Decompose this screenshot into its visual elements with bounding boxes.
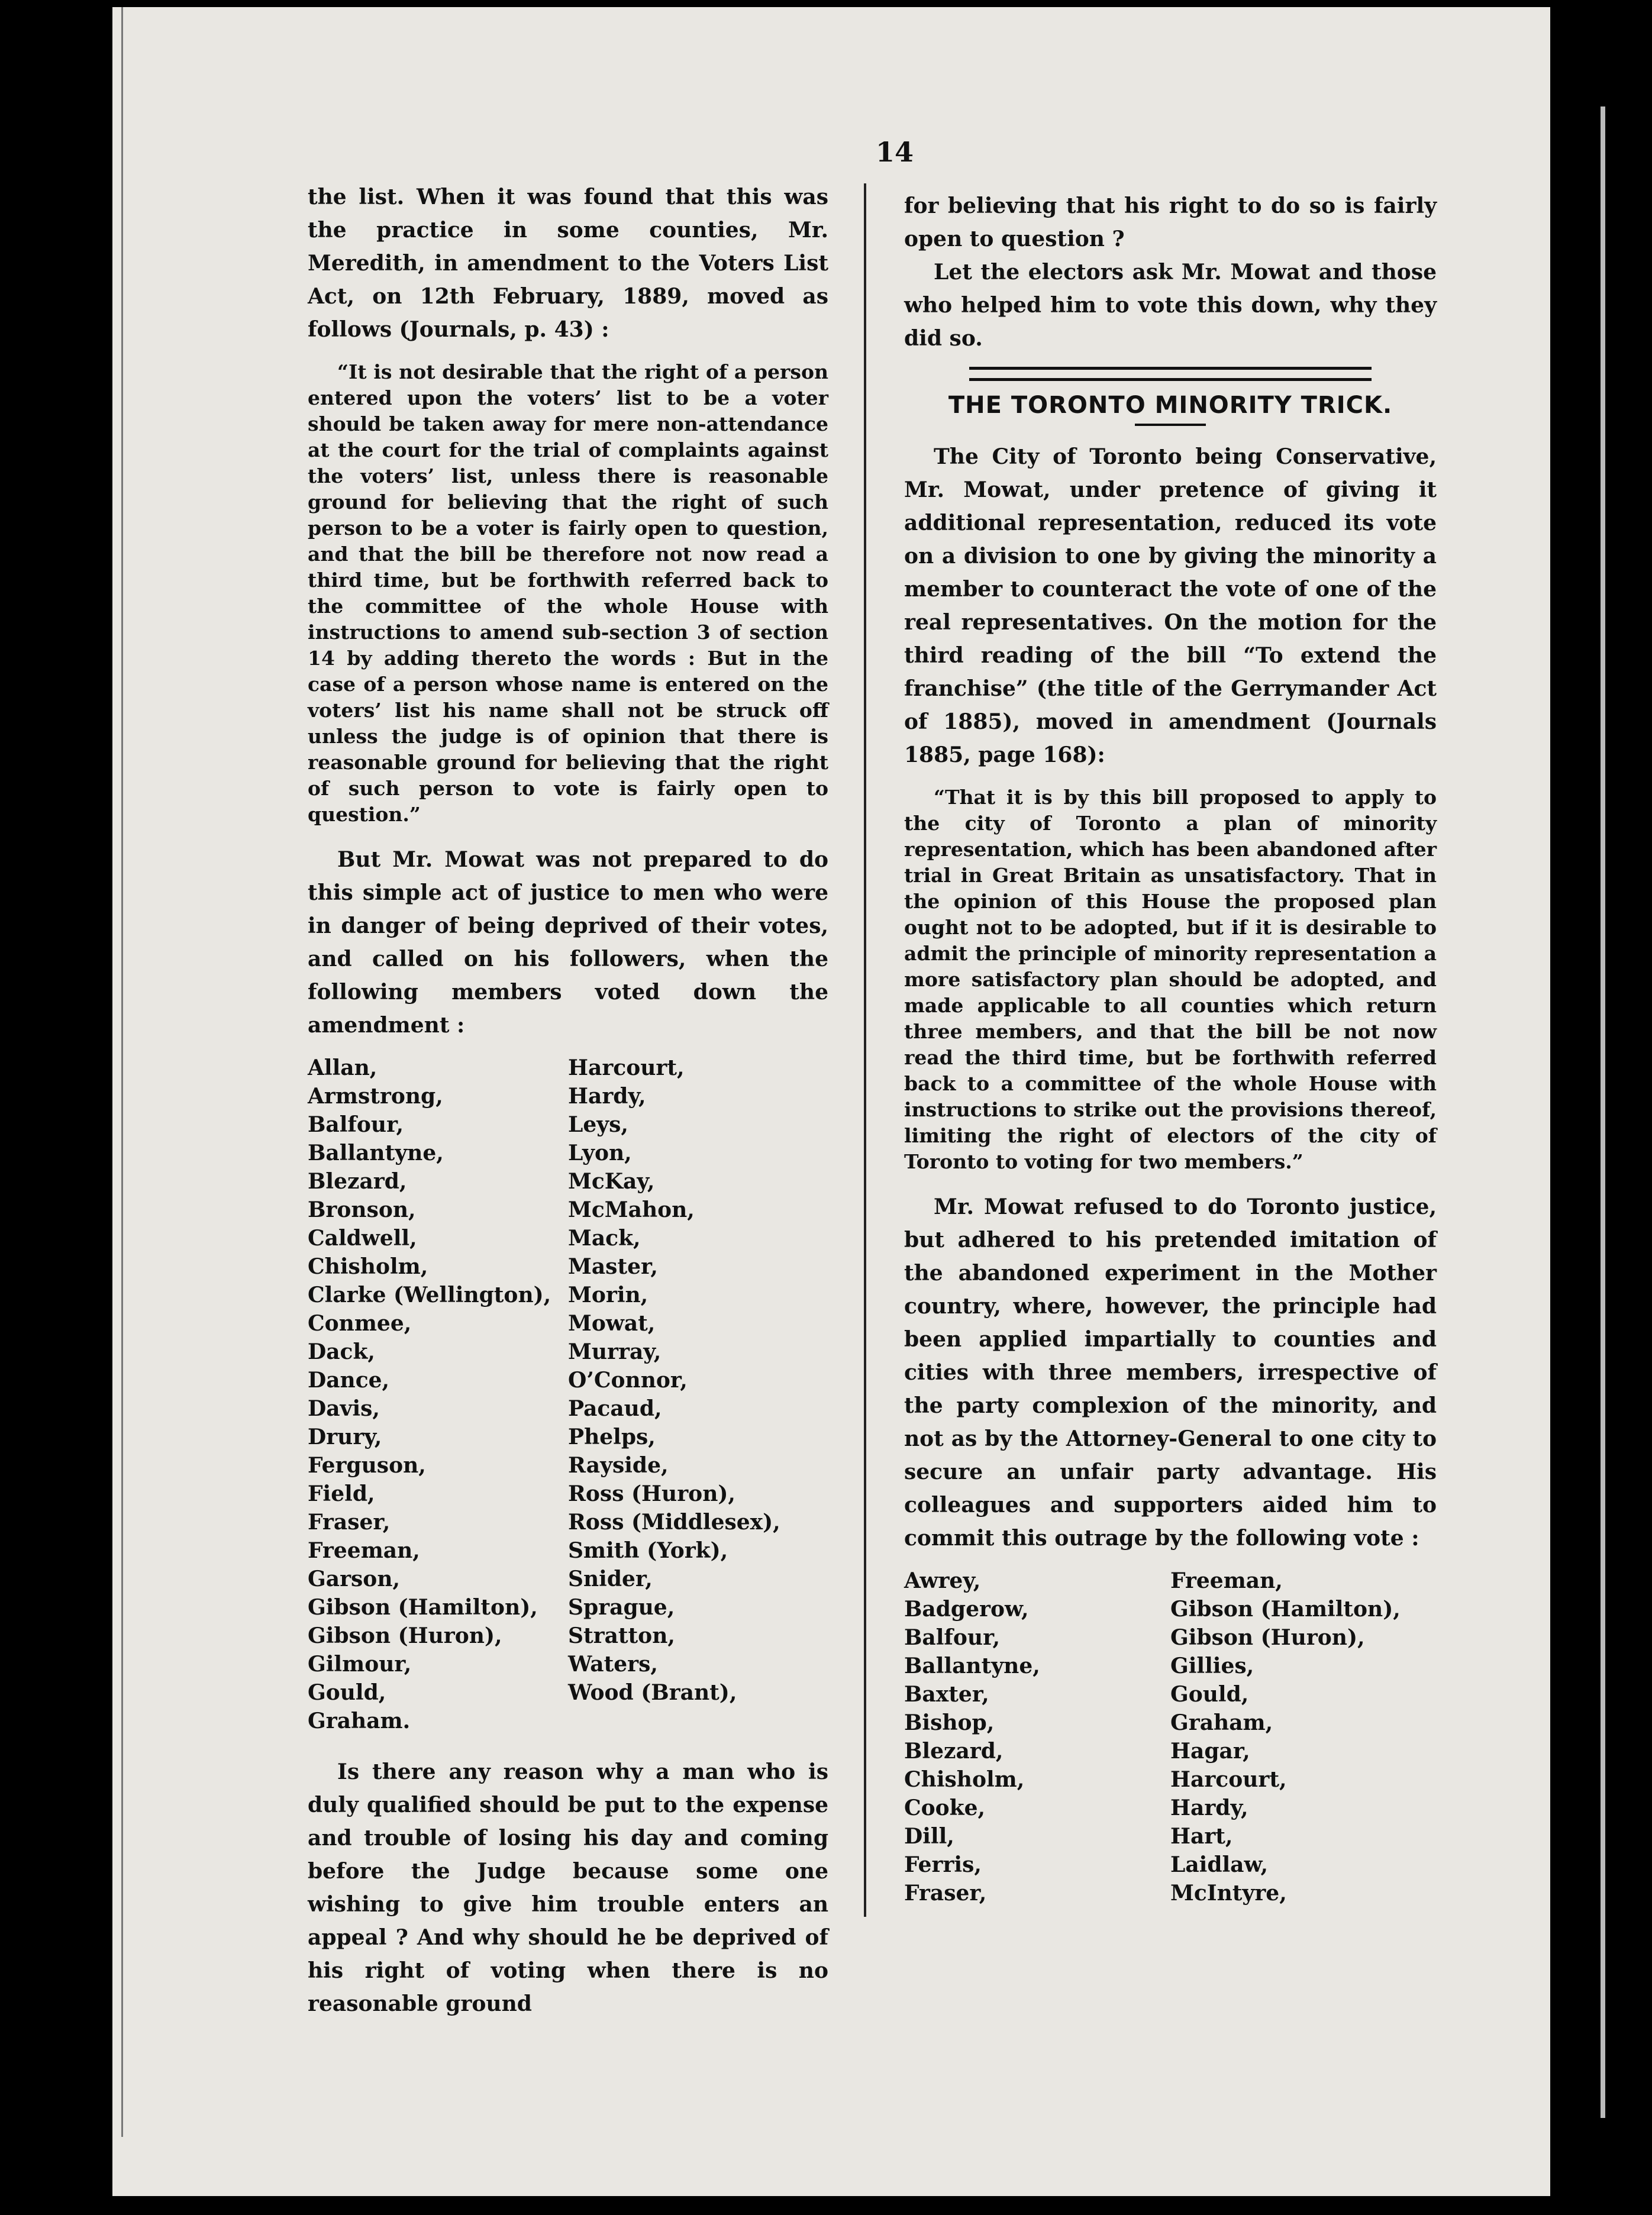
member-name: Ferguson,: [308, 1453, 426, 1478]
member-name: Allan,: [308, 1055, 377, 1080]
member-name: Freeman,: [308, 1538, 420, 1563]
member-name: Gibson (Hamilton),: [1170, 1597, 1401, 1622]
member-name: Balfour,: [904, 1625, 1000, 1650]
member-name: Hardy,: [1170, 1796, 1248, 1820]
member-name: Ballantyne,: [308, 1141, 444, 1165]
right-vote-list-col2: [1170, 1567, 1437, 1907]
member-name: Bishop,: [904, 1710, 995, 1735]
member-name: Badgerow,: [904, 1597, 1029, 1622]
left-intro-paragraph: the list. When it was found that this was the practice in some counties, Mr. Meredith, in amendment to the Voters List Act, on 12th February, 1889, moved as follows (Journals, p. 43) :: [308, 185, 828, 342]
member-name: Clarke (Wellington),: [308, 1283, 551, 1307]
member-name: Murray,: [568, 1339, 662, 1364]
right-electors-paragraph: Let the electors ask Mr. Mowat and those who helped him to vote this down, why they did so.: [904, 260, 1437, 351]
member-name: Dance,: [308, 1368, 390, 1393]
member-name: Bronson,: [308, 1197, 416, 1222]
member-name: Pacaud,: [568, 1396, 662, 1421]
member-name: Mack,: [568, 1226, 641, 1251]
member-name: Chisholm,: [904, 1767, 1025, 1792]
member-name: Graham,: [1170, 1710, 1273, 1735]
member-name: Graham.: [308, 1709, 411, 1733]
page-number: 14: [875, 136, 914, 168]
member-name: Smith (York),: [568, 1538, 728, 1563]
facing-page-edge: [1601, 106, 1605, 2118]
section-double-rule: [969, 367, 1372, 381]
member-name: Blezard,: [308, 1169, 407, 1194]
member-name: Dill,: [904, 1824, 954, 1849]
left-vote-list: [308, 1054, 828, 1735]
column-divider: [864, 183, 866, 1917]
left-vote-list-col2: [568, 1054, 828, 1735]
member-name: Davis,: [308, 1396, 380, 1421]
member-name: Ballantyne,: [904, 1654, 1040, 1678]
right-paragraph-1: The City of Toronto being Conservative, Mr. Mowat, under pretence of giving it additional representation, reduced its vote on a division to one by giving the minority a member to counteract the vote of one of the real representatives. On the motion for the third reading of the bill “To extend the franchise” (the title of the Gerrymander Act of 1885), moved in amendment (Journals 1885, page 168):: [904, 444, 1437, 767]
member-name: Hart,: [1170, 1824, 1233, 1849]
member-name: Conmee,: [308, 1311, 412, 1336]
left-paragraph-3: Is there any reason why a man who is duly qualified should be put to the expense and trouble of losing his day and coming before the Judge because some one wishing to give him trouble enters an appeal ? And why should he be deprived of his right of voting when there is no reasonable ground: [308, 1759, 828, 2016]
member-name: Awrey,: [904, 1568, 981, 1593]
member-name: Harcourt,: [1170, 1767, 1287, 1792]
member-name: Armstrong,: [308, 1084, 443, 1109]
member-name: Gibson (Huron),: [1170, 1625, 1365, 1650]
member-name: McMahon,: [568, 1197, 695, 1222]
page-border-rule: [121, 7, 123, 2137]
member-name: Gibson (Huron),: [308, 1623, 502, 1648]
member-name: Gould,: [308, 1680, 386, 1705]
member-name: Master,: [568, 1254, 658, 1279]
right-paragraph-2: Mr. Mowat refused to do Toronto justice, but adhered to his pretended imitation of the abandoned experiment in the Mother country, where, however, the principle had been applied impartially to counties and cities with three members, irrespective of the party complexion of the minority, and not as by the Attorney-General to one city to secure an unfair party advantage. His colleagues and supporters aided him to commit this outrage by the following vote :: [904, 1194, 1437, 1551]
member-name: Gould,: [1170, 1682, 1249, 1707]
toronto-amendment-quote: “That it is by this bill proposed to apply to the city of Toronto a plan of minority representation, which has been abandoned after trial in Great Britain as unsatisfactory. That in the opinion of this House the proposed plan ought not to be adopted, but if it is desirable to admit the principle of minority representation a more satisfactory plan should be adopted, and made applicable to all counties which return three members, and that the bill be not now read the third time, but be forthwith referred back to a committee of the whole House with instructions to strike out the provisions thereof, limiting the right of electors of the city of Toronto to voting for two members.”: [904, 786, 1437, 1173]
member-name: Gibson (Hamilton),: [308, 1595, 538, 1620]
member-name: Hagar,: [1170, 1739, 1250, 1764]
member-name: Gillies,: [1170, 1654, 1254, 1678]
member-name: Ferris,: [904, 1852, 982, 1877]
member-name: Leys,: [568, 1112, 628, 1137]
member-name: Chisholm,: [308, 1254, 428, 1279]
member-name: Mowat,: [568, 1311, 656, 1336]
member-name: Caldwell,: [308, 1226, 417, 1251]
member-name: Drury,: [308, 1425, 382, 1449]
member-name: Hardy,: [568, 1084, 646, 1109]
right-continuation: for believing that his right to do so is fairly open to question ?: [904, 193, 1437, 251]
member-name: Fraser,: [904, 1881, 987, 1906]
right-vote-list-col1: [904, 1567, 1170, 1907]
member-name: Sprague,: [568, 1595, 675, 1620]
member-name: Ross (Middlesex),: [568, 1510, 780, 1535]
member-name: Lyon,: [568, 1141, 632, 1165]
member-name: Harcourt,: [568, 1055, 685, 1080]
heading-short-rule: [1135, 424, 1206, 426]
left-vote-list-col1: [308, 1054, 568, 1735]
member-name: Wood (Brant),: [568, 1680, 737, 1705]
member-name: Snider,: [568, 1567, 653, 1591]
member-name: Garson,: [308, 1567, 401, 1591]
meredith-amendment-quote: “It is not desirable that the right of a person entered upon the voters’ list to be a voter should be taken away for mere non-attendance at the court for the trial of complaints against the voters’ list, unless there is reasonable ground for believing that the right of such person to be a voter is fairly open to question, and that the bill be therefore not now read a third time, but be forthwith referred back to the committee of the whole House with instructions to amend sub-section 3 of section 14 by adding thereto the words : But in the case of a person whose name is entered on the voters’ list his name shall not be struck off unless the judge is of opinion that there is reasonable ground for believing that the right of such person to vote is fairly open to question.”: [308, 360, 828, 826]
member-name: Waters,: [568, 1652, 658, 1677]
member-name: McIntyre,: [1170, 1881, 1287, 1906]
member-name: Balfour,: [308, 1112, 404, 1137]
left-column: [308, 180, 828, 2020]
member-name: Gilmour,: [308, 1652, 412, 1677]
member-name: Laidlaw,: [1170, 1852, 1269, 1877]
member-name: Cooke,: [904, 1796, 986, 1820]
member-name: Phelps,: [568, 1425, 656, 1449]
member-name: Dack,: [308, 1339, 375, 1364]
member-name: Fraser,: [308, 1510, 391, 1535]
right-column: [904, 189, 1437, 1927]
member-name: Ross (Huron),: [568, 1481, 735, 1506]
member-name: Freeman,: [1170, 1568, 1283, 1593]
member-name: O’Connor,: [568, 1368, 688, 1393]
member-name: Blezard,: [904, 1739, 1004, 1764]
member-name: Stratton,: [568, 1623, 675, 1648]
member-name: Field,: [308, 1481, 375, 1506]
section-heading: THE TORONTO MINORITY TRICK.: [948, 392, 1393, 419]
member-name: Baxter,: [904, 1682, 989, 1707]
member-name: McKay,: [568, 1169, 655, 1194]
right-vote-list: [904, 1567, 1437, 1907]
member-name: Rayside,: [568, 1453, 669, 1478]
member-name: Morin,: [568, 1283, 648, 1307]
left-paragraph-2: But Mr. Mowat was not prepared to do this simple act of justice to men who were in danger of being deprived of their votes, and called on his followers, when the following members voted down the amendment :: [308, 847, 828, 1038]
